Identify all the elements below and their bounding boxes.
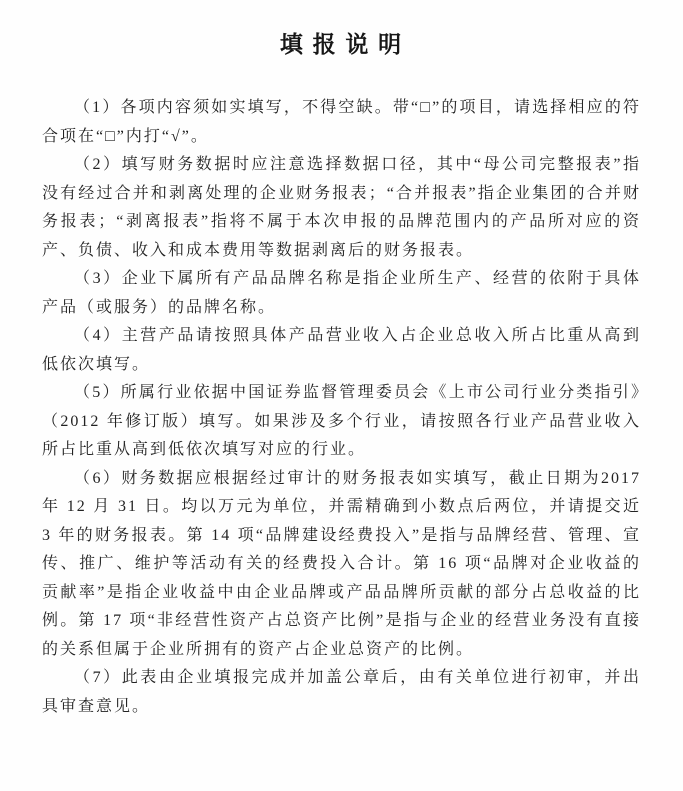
instruction-item-4: （4）主营产品请按照具体产品营业收入占企业总收入所占比重从高到低依次填写。 xyxy=(42,327,641,373)
page-title: 填 报 说 明 xyxy=(279,32,404,57)
instruction-item-2: （2）填写财务数据时应注意选择数据口径，其中“母公司完整报表”指没有经过合并和剥离处理的企业财务报表；“合并报表”指企业集团的合并财务报表；“剥离报表”指将不属于本次申报的品牌范围内的产品所对应的资产、负债、收入和成本费用等数据剥离后的财务报表。 xyxy=(42,156,641,259)
instruction-item-6: （6）财务数据应根据经过审计的财务报表如实填写，截止日期为2017 年 12 月 31 日。均以万元为单位，并需精确到小数点后两位，并请提交近 3 年的财务报表。第 14 项“品牌建设经费投入”是指与品牌经营、管理、宣传、推广、维护等活动有关的经费投入合计。第 16 项“品牌对企业收益的贡献率”是指企业收益中由企业品牌或产品品牌所贡献的部分占总收益的比例。第 17 项“非经营性资产占总资产比例”是指与企业的经营业务没有直接的关系但属于企业所拥有的资产占企业总资产的比例。 xyxy=(42,469,641,658)
instruction-item-7: （7）此表由企业填报完成并加盖公章后，由有关单位进行初审，并出具审查意见。 xyxy=(42,669,641,715)
instruction-item-5: （5）所属行业依据中国证券监督管理委员会《上市公司行业分类指引》（2012 年修订版）填写。如果涉及多个行业，请按照各行业产品营业收入所占比重从高到低依次填写对应的行业。 xyxy=(42,384,641,458)
instructions-body xyxy=(42,94,641,721)
instruction-item-3: （3）企业下属所有产品品牌名称是指企业所生产、经营的依附于具体产品（或服务）的品牌名称。 xyxy=(42,270,641,316)
instruction-item-1: （1）各项内容须如实填写，不得空缺。带“□”的项目，请选择相应的符合项在“□”内打“√”。 xyxy=(42,99,641,145)
